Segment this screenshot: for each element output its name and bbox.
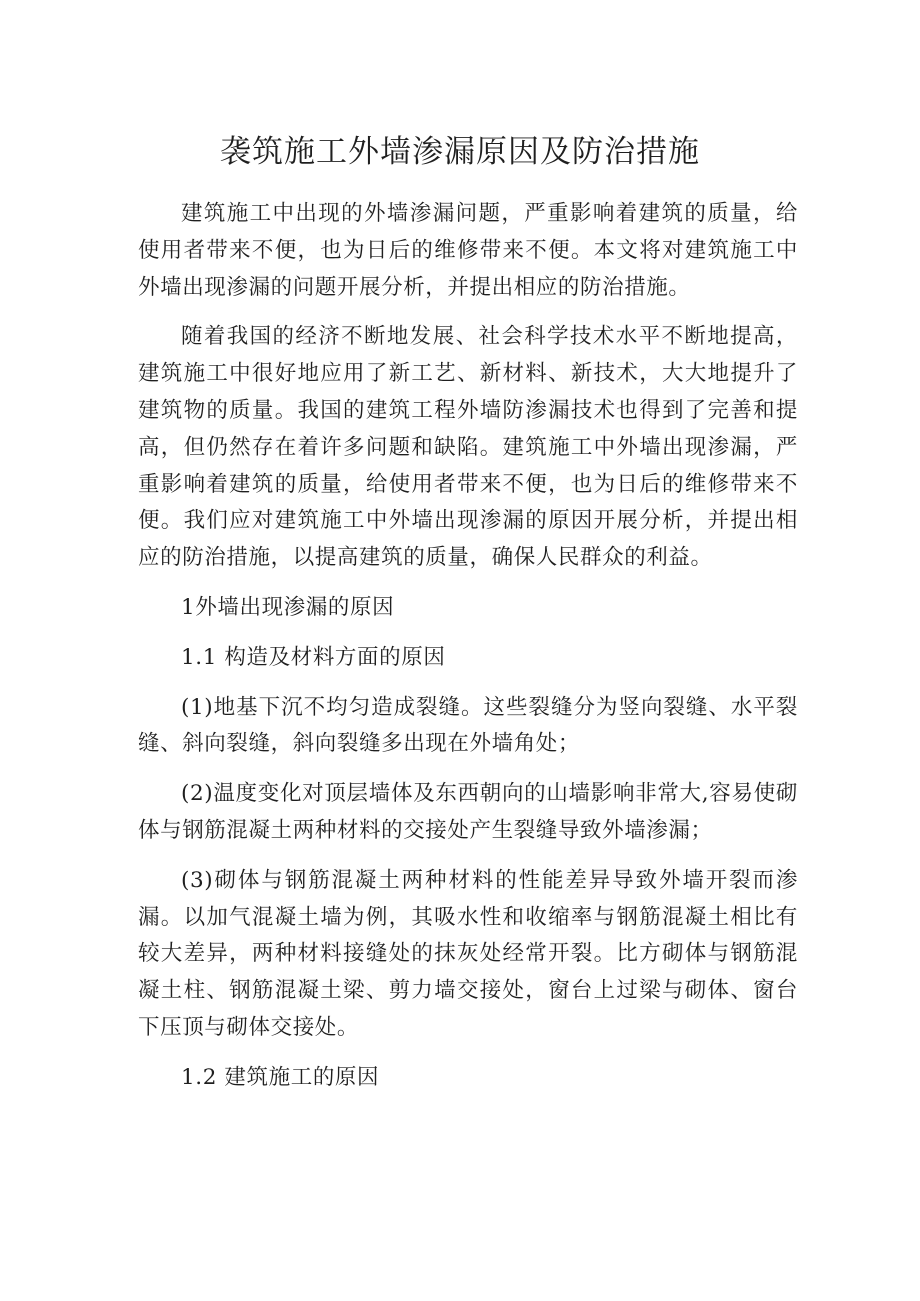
list-item: (3)砌体与钢筋混凝土两种材料的性能差异导致外墙开裂而渗漏。以加气混凝土墙为例，其吸水性和收缩率与钢筋混凝土相比有较大差异，两种材料接缝处的抹灰处经常开裂。比方砌体与钢筋混凝土柱、钢筋混凝土梁、剪力墙交接处，窗台上过梁与砌体、窗台下压顶与砌体交接处。 — [138, 867, 798, 1040]
background-paragraph: 随着我国的经济不断地发展、社会科学技术水平不断地提高，建筑施工中很好地应用了新工艺、新材料、新技术，大大地提升了建筑物的质量。我国的建筑工程外墙防渗漏技术也得到了完善和提高，但仍然存在着许多问题和缺陷。建筑施工中外墙出现渗漏，严重影响着建筑的质量，给使用者带来不便，也为日后的维修带来不便。我们应对建筑施工中外墙出现渗漏的原因开展分析，并提出相应的防治措施，以提高建筑的质量，确保人民群众的利益。 — [138, 324, 798, 571]
section-heading-1-2: 1.2 建筑施工的原因 — [181, 1064, 380, 1090]
section-heading-1-1: 1.1 构造及材料方面的原因 — [181, 644, 446, 670]
intro-paragraph: 建筑施工中出现的外墙渗漏问题，严重影响着建筑的质量，给使用者带来不便，也为日后的维修带来不便。本文将对建筑施工中外墙出现渗漏的问题开展分析，并提出相应的防治措施。 — [138, 201, 798, 300]
document-title: 袭筑施工外墙渗漏原因及防治措施 — [220, 134, 700, 170]
list-item: (2)温度变化对顶层墙体及东西朝向的山墙影响非常大,容易使砌体与钢筋混凝土两种材料的交接处产生裂缝导致外墙渗漏； — [138, 781, 798, 843]
section-heading-1: 1外墙出现渗漏的原因 — [181, 594, 395, 620]
document-body — [138, 196, 798, 1110]
list-item: (1)地基下沉不均匀造成裂缝。这些裂缝分为竖向裂缝、水平裂缝、斜向裂缝，斜向裂缝多出现在外墙角处； — [138, 694, 798, 757]
